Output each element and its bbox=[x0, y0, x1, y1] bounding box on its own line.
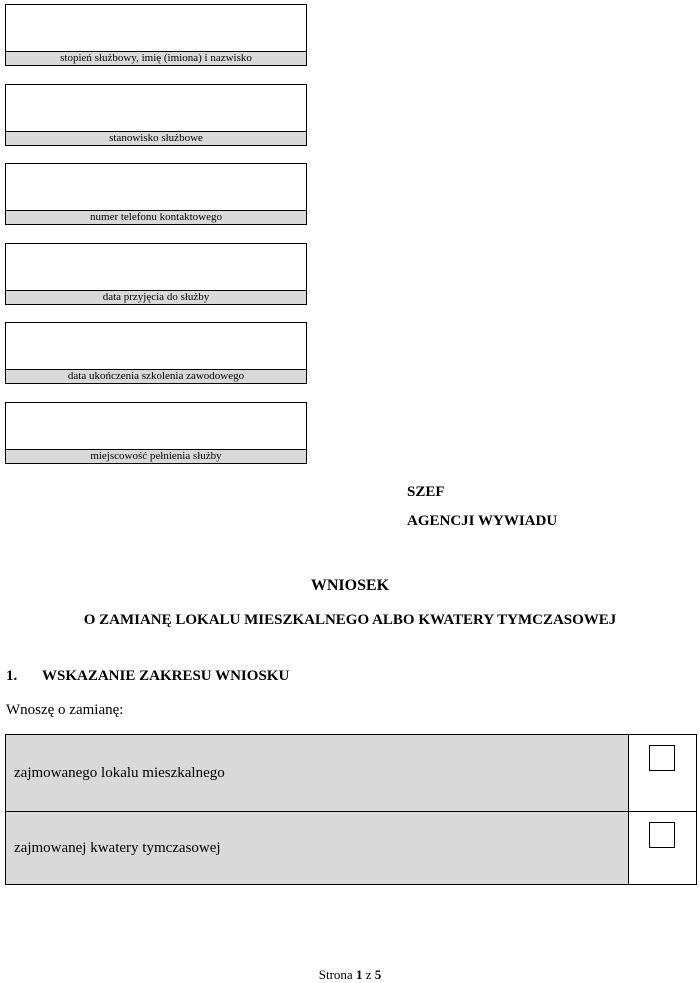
page-number: 1 bbox=[355, 967, 363, 982]
option-checkbox-cell bbox=[629, 735, 696, 811]
section-heading bbox=[6, 668, 289, 685]
position-input[interactable] bbox=[6, 85, 306, 133]
phone-caption: numer telefonu kontaktowego bbox=[6, 210, 306, 224]
rank-name-input[interactable] bbox=[6, 5, 306, 53]
section-number: 1. bbox=[6, 668, 18, 684]
training-end-date-input[interactable] bbox=[6, 323, 306, 371]
option-row bbox=[6, 812, 696, 884]
service-location-caption: miejscowość pełnienia służby bbox=[6, 449, 306, 463]
rank-name-caption: stopień służbowy, imię (imiona) i nazwisko bbox=[6, 51, 306, 65]
section-title: WSKAZANIE ZAKRESU WNIOSKU bbox=[42, 668, 290, 684]
checkbox-temporary-quarters[interactable] bbox=[649, 822, 675, 848]
training-end-date-field[interactable] bbox=[5, 322, 307, 384]
section-intro: Wnoszę o zamianę: bbox=[6, 702, 124, 718]
addressee-line2: AGENCJI WYWIADU bbox=[407, 513, 558, 529]
service-start-date-input[interactable] bbox=[6, 244, 306, 292]
option-label: zajmowanego lokalu mieszkalnego bbox=[6, 735, 629, 811]
addressee-line1: SZEF bbox=[407, 484, 445, 500]
page-prefix: Strona bbox=[318, 967, 353, 982]
service-location-field[interactable] bbox=[5, 402, 307, 464]
rank-name-field[interactable] bbox=[5, 4, 307, 66]
document-subtitle: O ZAMIANĘ LOKALU MIESZKALNEGO ALBO KWATERY TYMCZASOWEJ bbox=[83, 612, 617, 628]
page-total: 5 bbox=[374, 967, 382, 982]
options-table bbox=[5, 734, 697, 885]
page-footer bbox=[0, 967, 700, 983]
phone-input[interactable] bbox=[6, 164, 306, 212]
option-checkbox-cell bbox=[629, 812, 696, 884]
position-field[interactable] bbox=[5, 84, 307, 146]
training-end-date-caption: data ukończenia szkolenia zawodowego bbox=[6, 369, 306, 383]
checkbox-residential[interactable] bbox=[649, 745, 675, 771]
option-label: zajmowanej kwatery tymczasowej bbox=[6, 812, 629, 884]
position-caption: stanowisko służbowe bbox=[6, 131, 306, 145]
option-row bbox=[6, 735, 696, 812]
service-location-input[interactable] bbox=[6, 403, 306, 451]
phone-field[interactable] bbox=[5, 163, 307, 225]
document-title: WNIOSEK bbox=[310, 577, 390, 594]
page-separator: z bbox=[365, 967, 372, 982]
service-start-date-caption: data przyjęcia do służby bbox=[6, 290, 306, 304]
service-start-date-field[interactable] bbox=[5, 243, 307, 305]
